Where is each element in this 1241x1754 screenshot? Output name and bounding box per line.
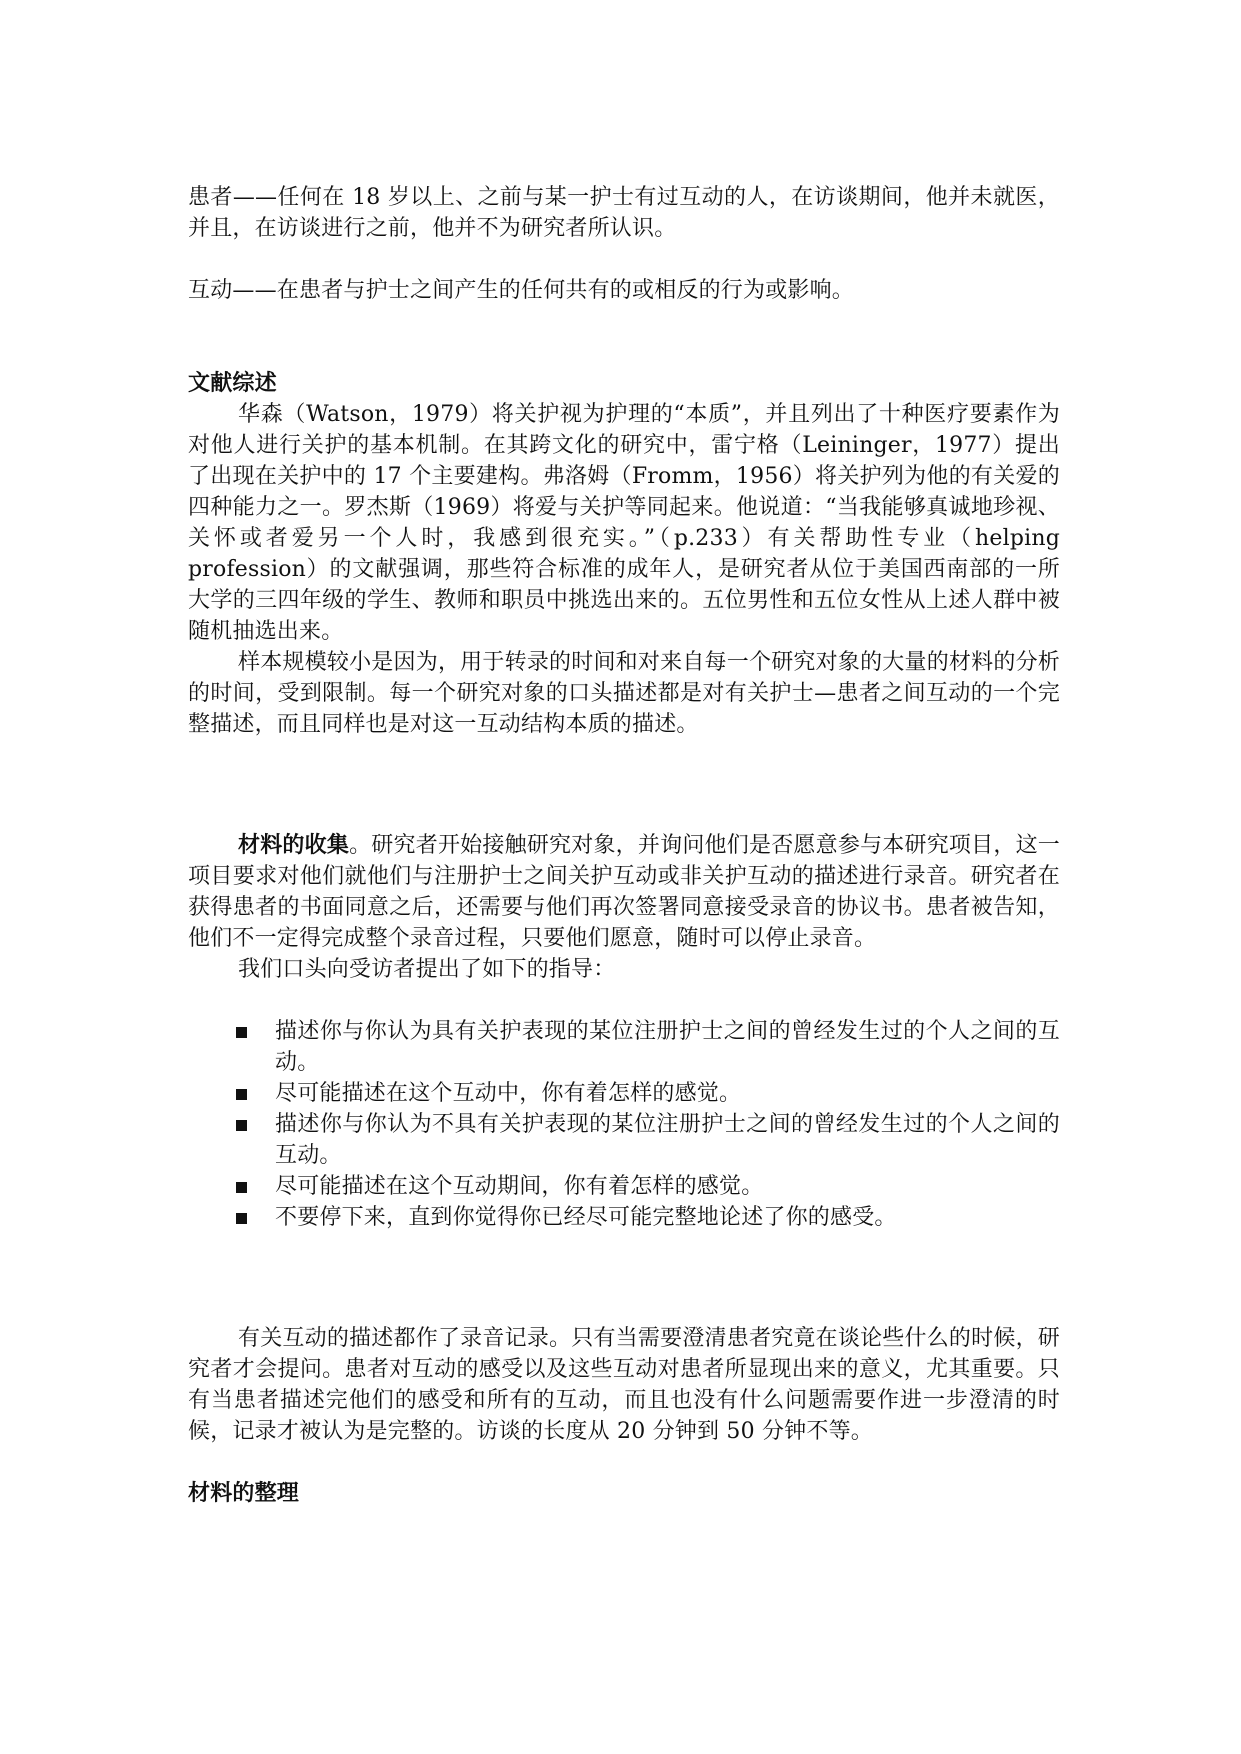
definition-patient [188,182,1060,244]
list-item [236,1016,1060,1078]
section-heading-literature: 文献综述 [188,371,277,396]
list-item [236,1171,1060,1202]
definition-interaction [188,275,1060,306]
square-bullet-icon [236,1120,247,1131]
list-item-text: 描述你与你认为具有关护表现的某位注册护士之间的曾经发生过的个人之间的互动。 [275,1019,1060,1075]
closing-paragraph: 有关互动的描述都作了录音记录。只有当需要澄清患者究竟在谈论些什么的时候，研究者才会提问。患者对互动的感受以及这些互动对患者所显现出来的意义，尤其重要。只有当患者描述完他们的感受和所有的互动，而且也没有什么问题需要作进一步澄清的时候，记录才被认为是完整的。访谈的长度从 20 分钟到 50 分钟不等。 [188,1326,1060,1444]
list-item [236,1202,1060,1233]
spacer [188,985,1060,1016]
square-bullet-icon [236,1182,247,1193]
square-bullet-icon [236,1213,247,1224]
spacer [188,244,1060,275]
square-bullet-icon [236,1027,247,1038]
list-item [236,1078,1060,1109]
spacer [188,1447,1060,1478]
section-heading-organization: 材料的整理 [188,1481,300,1506]
spacer [188,1233,1060,1323]
collection-paragraph [188,830,1060,954]
spacer [188,306,1060,368]
definition-term: 患者 [188,185,233,210]
collection-text: 。研究者开始接触研究对象，并询问他们是否愿意参与本研究项目，这一项目要求对他们就他们与注册护士之间关护互动或非关护互动的描述进行录音。研究者在获得患者的书面同意之后，还需要与他们再次签署同意接受录音的协议书。患者被告知，他们不一定得完成整个录音过程，只要他们愿意，随时可以停止录音。 [188,833,1060,951]
list-item-text: 不要停下来，直到你觉得你已经尽可能完整地论述了你的感受。 [275,1205,897,1230]
literature-paragraph: 华森（Watson，1979）将关护视为护理的“本质”，并且列出了十种医疗要素作为对他人进行关护的基本机制。在其跨文化的研究中，雷宁格（Leininger，1977）提出了出现在关护中的 17 个主要建构。弗洛姆（Fromm，1956）将关护列为他的有关爱的四种能力之一。罗杰斯（1969）将爱与关护等同起来。他说道：“当我能够真诚地珍视、关怀或者爱另一个人时，我感到很充实。”（p.233）有关帮助性专业（helping profession）的文献强调，那些符合标准的成年人，是研究者从位于美国西南部的一所大学的三四年级的学生、教师和职员中挑选出来的。五位男性和五位女性从上述人群中被随机抽选出来。 [188,402,1060,644]
collection-lead: 材料的收集 [238,833,350,858]
definition-term: 互动 [188,278,233,303]
instruction-list [188,1016,1060,1233]
definition-text: ——在患者与护士之间产生的任何共有的或相反的行为或影响。 [232,278,855,303]
list-item-text: 尽可能描述在这个互动中，你有着怎样的感觉。 [275,1081,742,1106]
document-page [188,182,1060,1509]
literature-paragraph: 样本规模较小是因为，用于转录的时间和对来自每一个研究对象的大量的材料的分析的时间，受到限制。每一个研究对象的口头描述都是对有关护士—患者之间互动的一个完整描述，而且同样也是对这一互动结构本质的描述。 [188,650,1060,737]
list-item-text: 尽可能描述在这个互动期间，你有着怎样的感觉。 [275,1174,764,1199]
list-item [236,1109,1060,1171]
list-item-text: 描述你与你认为不具有关护表现的某位注册护士之间的曾经发生过的个人之间的互动。 [275,1112,1060,1168]
spacer [188,740,1060,830]
square-bullet-icon [236,1089,247,1100]
instruction-intro: 我们口头向受访者提出了如下的指导： [238,957,616,982]
definition-text: ——任何在 18 岁以上、之前与某一护士有过互动的人，在访谈期间，他并未就医，并且，在访谈进行之前，他并不为研究者所认识。 [188,185,1060,241]
